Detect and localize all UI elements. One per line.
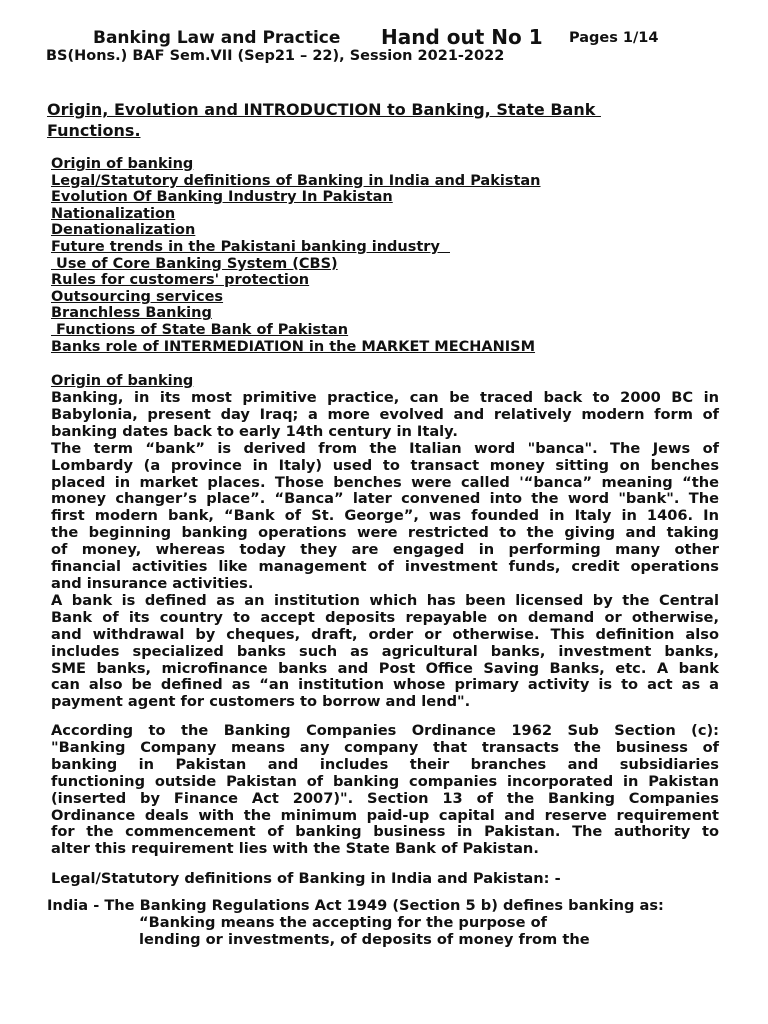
- paragraph-line: (inserted by Finance Act 2007)". Section 13 of the Banking Companies: [51, 789, 719, 807]
- paragraph-line: Babylonia, present day Iraq; a more evolved and relatively modern form of: [51, 405, 719, 423]
- paragraph-line: Ordinance deals with the minimum paid-up capital and reserve requirement: [51, 806, 719, 824]
- paragraph-line: includes specialized banks such as agricultural banks, investment banks,: [51, 642, 719, 660]
- document-title-line1: Origin, Evolution and INTRODUCTION to Banking, State Bank: [47, 100, 601, 119]
- paragraph-line: first modern bank, “Bank of St. George”, was founded in Italy in 1406. In: [51, 507, 719, 525]
- quote-line: lending or investments, of deposits of money from the: [139, 931, 590, 948]
- section-heading-legal-definitions: Legal/Statutory definitions of Banking in India and Pakistan: -: [51, 870, 561, 887]
- paragraph-line: of money, whereas today they are engaged in performing many other: [51, 541, 719, 559]
- toc-item: Branchless Banking: [51, 305, 212, 322]
- paragraph-line: Lombardy (a province in Italy) used to transact money sitting on benches: [51, 456, 719, 474]
- table-of-contents: [51, 156, 541, 355]
- paragraph-line: functioning outside Pakistan of banking companies incorporated in Pakistan: [51, 772, 719, 790]
- paragraph-line: A bank is defined as an institution which has been licensed by the Central: [51, 591, 719, 609]
- paragraph-line: money changer’s place”. “Banca” later convened into the word "bank". The: [51, 490, 719, 508]
- origin-paragraphs: [51, 390, 719, 711]
- india-definition-line: India - The Banking Regulations Act 1949 (Section 5 b) defines banking as:: [47, 897, 664, 914]
- document-title-line2: Functions.: [47, 121, 141, 140]
- handout-number: Hand out No 1: [381, 25, 543, 49]
- paragraph-line: and insurance activities.: [51, 574, 254, 592]
- paragraph-line: the beginning banking operations were restricted to the giving and taking: [51, 524, 719, 542]
- toc-item: Use of Core Banking System (CBS): [51, 255, 338, 272]
- paragraph-line: payment agent for customers to borrow and lend".: [51, 693, 471, 711]
- paragraph-line: can also be defined as “an institution whose primary activity is to act as a: [51, 676, 719, 694]
- paragraph-line: banking dates back to early 14th century in Italy.: [51, 422, 458, 440]
- paragraph-line: alter this requirement lies with the State Bank of Pakistan.: [51, 840, 539, 858]
- paragraph-line: The term “bank” is derived from the Italian word "banca". The Jews of: [51, 439, 719, 457]
- toc-item: Evolution Of Banking Industry In Pakistan: [51, 189, 393, 206]
- page-count: Pages 1/14: [569, 30, 659, 46]
- toc-item: Nationalization: [51, 205, 176, 222]
- paragraph-line: banking in Pakistan and includes their branches and subsidiaries: [51, 755, 719, 773]
- toc-item: Functions of State Bank of Pakistan: [51, 321, 349, 338]
- toc-item: Rules for customers' protection: [51, 272, 310, 289]
- toc-item: Origin of banking: [51, 156, 194, 172]
- ordinance-paragraph: [51, 723, 719, 858]
- paragraph-line: Banking, in its most primitive practice, can be traced back to 2000 BC in: [51, 389, 719, 406]
- paragraph-line: placed in market places. Those benches were called '“banca” meaning “the: [51, 473, 719, 491]
- section-heading-origin: Origin of banking: [51, 373, 194, 389]
- paragraph-line: and withdrawal by cheques, draft, order or otherwise. This definition also: [51, 625, 719, 643]
- toc-item: Future trends in the Pakistani banking industry: [51, 238, 450, 255]
- toc-item: Legal/Statutory definitions of Banking in India and Pakistan: [51, 172, 541, 189]
- paragraph-line: financial activities like management of investment funds, credit operations: [51, 558, 719, 576]
- paragraph-line: Bank of its country to accept deposits repayable on demand or otherwise,: [51, 608, 719, 626]
- paragraph-line: "Banking Company means any company that transacts the business of: [51, 738, 719, 756]
- quote-line: “Banking means the accepting for the purpose of: [139, 914, 547, 931]
- paragraph-line: According to the Banking Companies Ordinance 1962 Sub Section (c):: [51, 722, 719, 739]
- toc-item: Banks role of INTERMEDIATION in the MARKET MECHANISM: [51, 338, 536, 355]
- course-title: Banking Law and Practice: [93, 28, 341, 48]
- program-info: BS(Hons.) BAF Sem.VII (Sep21 – 22), Session 2021-2022: [46, 48, 505, 64]
- paragraph-line: SME banks, microfinance banks and Post Office Saving Banks, etc. A bank: [51, 659, 719, 677]
- toc-item: Outsourcing services: [51, 288, 224, 305]
- toc-item: Denationalization: [51, 222, 196, 239]
- paragraph-line: for the commencement of banking business in Pakistan. The authority to: [51, 823, 719, 841]
